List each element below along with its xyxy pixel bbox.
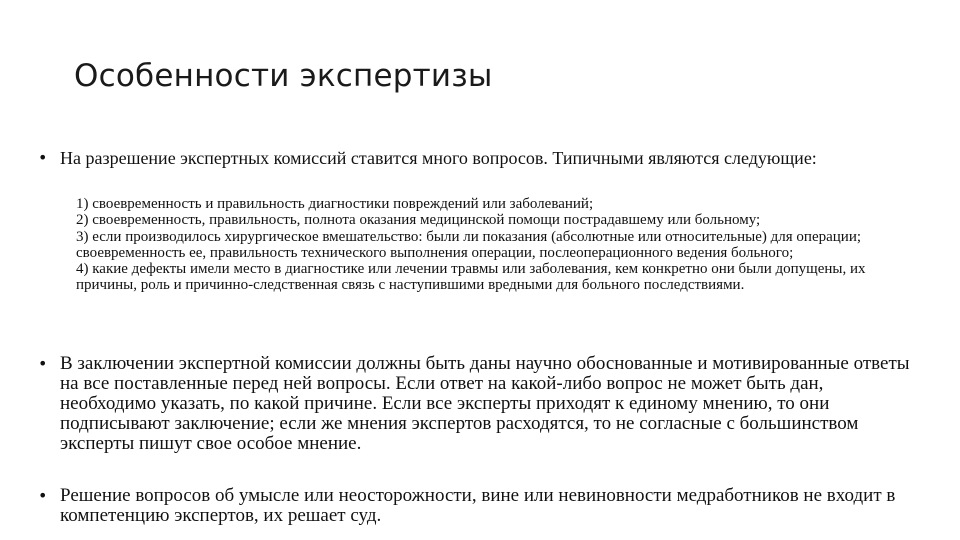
bullet-text: На разрешение экспертных комиссий ставится много вопросов. Типичными являются следующие: <box>60 148 817 168</box>
sub-list-item: 3) если производилось хирургическое вмешательство: были ли показания (абсолютные или относительные) для операции; своевременность ее, правильность технического выполнения операции, послеоперационного ведения больного; <box>76 228 862 261</box>
sub-list-item: 2) своевременность, правильность, полнота оказания медицинской помощи пострадавшему или больному; <box>76 212 761 229</box>
sub-list <box>76 196 886 294</box>
bullet-dot-icon: • <box>38 486 48 505</box>
slide-title: Особенности экспертизы <box>74 58 493 94</box>
bullet-text: В заключении экспертной комиссии должны быть даны научно обоснованные и мотивированные ответы на все поставленные перед ней вопросы. Если ответ на какой-либо вопрос не может быть дан, необходимо указать, по какой причине. Если все эксперты приходят к единому мнению, то они подписывают заключение; если же мнения экспертов расходятся, то не согласные с большинством эксперты пишут свое особое мнение. <box>60 353 910 454</box>
bullet-dot-icon: • <box>38 354 48 373</box>
bullet-text: Решение вопросов об умысле или неосторожности, вине или невиновности медработников не входит в компетенцию экспертов, их решает суд. <box>60 485 896 526</box>
sub-list-item: 1) своевременность и правильность диагностики повреждений или заболеваний; <box>76 196 594 212</box>
bullet-dot-icon: • <box>38 148 48 167</box>
sub-list-item: 4) какие дефекты имели место в диагностике или лечении травмы или заболевания, кем конкретно они были допущены, их причины, роль и причинно-следственная связь с наступившими вредными для больного последствиями. <box>76 261 866 294</box>
